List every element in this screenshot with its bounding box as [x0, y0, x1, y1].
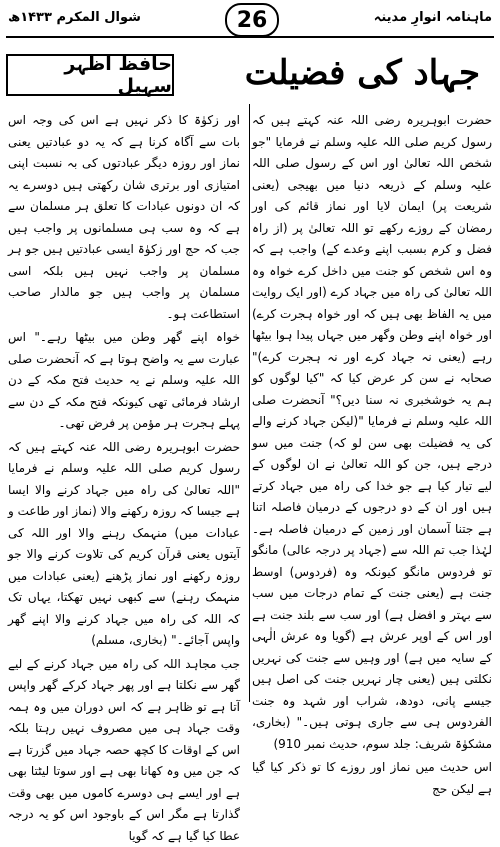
right-column [252, 110, 492, 700]
left-column [8, 110, 240, 700]
paragraph: اس حدیث میں نماز اور روزے کا تو ذکر کیا گیا ہے لیکن حج [252, 757, 492, 800]
paragraph: حضرت ابوہریرہ رضی اللہ عنہ کہتے ہیں کہ رسول کریم صلی اللہ علیہ وسلم نے فرمایا "جو شخص اللہ تعالیٰ اور اس کے رسول صلی اللہ علیہ وسلم کے ذریعہ دنیا میں بھیجی (یعنی شریعت پر) ایمان لایا اور نماز قائم کی اور رمضان کے روزے رکھے تو اللہ تعالیٰ پر (از راہ فضل و کرم بسبب اپنے وعدے کے) واجب ہے کہ وہ اس شخص کو جنت میں داخل کرے خواہ وہ اللہ تعالیٰ کی راہ میں جہاد کرے (اور ایک روایت میں یہ الفاظ بھی ہیں کہ اور خواہ ہجرت کرے) اور خواہ اپنے وطن وگھر میں جہاں پیدا ہوا بیٹھا رہے (یعنی نہ جہاد کرے اور نہ ہجرت کرے)" صحابہ نے سن کر عرض کیا کہ "کیا لوگوں کو ہم یہ خوشخبری نہ سنا دیں؟" آنحضرت صلی اللہ علیہ وسلم نے فرمایا "(لیکن جہاد کرنے والے کی یہ فضیلت بھی سن لو کہ) جنت میں سو درجے ہیں، جن کو اللہ تعالیٰ نے ان لوگوں کے لیے تیار کیا ہے جو خدا کی راہ میں جہاد کرتے ہیں اور ان کے دو درجوں کے درمیان فاصلہ اتنا ہے جتنا آسمان اور زمین کے درمیان فاصلہ ہے۔ لہٰذا جب تم اللہ سے (جہاد پر درجہ عالی) مانگو تو فردوس مانگو کیونکہ وہ (فردوس) اوسط جنت ہے (یعنی جنت کے تمام درجات میں سب سے بہتر و افضل ہے) اور سب سے بلند جنت ہے اور اس کے اوپر عرش ہے (گویا وہ عرش الٰہی کے سایہ میں ہے) اور وہیں سے جنت کی نہریں نکلتی ہیں (یعنی چار نہریں جنت کی اصل ہیں جیسے پانی، دودھ، شراب اور شہد وہ جنت الفردوس ہی سے جاری ہوتی ہیں۔" (بخاری، مشکوٰۃ شریف: جلد سوم، حدیث نمبر 910) [252, 110, 492, 755]
paragraph: خواہ اپنے گھر وطن میں بیٹھا رہے۔" اس عبارت سے یہ واضح ہوتا ہے کہ آنحضرت صلی اللہ علیہ وسلم نے یہ حدیث فتح مکہ کے دن ارشاد فرمائی تھی کیونکہ فتح مکہ کے دن سے پہلے ہجرت ہر مؤمن پر فرض تھی۔ [8, 327, 240, 435]
article-title: جہاد کی فضیلت [210, 48, 480, 98]
paragraph: جب مجاہد اللہ کی راہ میں جہاد کرنے کے لیے گھر سے نکلتا ہے اور پھر جہاد کرکے گھر واپس آتا ہے تو ظاہر ہے کہ اس دوران میں وہ ہمہ وقت جہاد ہی میں مصروف نہیں رہتا بلکہ اس کے اوقات کا کچھ حصہ جہاد میں گزرتا ہے کہ جن میں وہ کھانا بھی ہے اور سوتا لیٹتا بھی ہے اور ایسے ہی دوسرے کاموں میں بھی وقت گذارتا ہے مگر اس کے باوجود اس کو یہ درجہ عطا کیا گیا ہے کہ گویا [8, 654, 240, 847]
page-header [0, 0, 500, 40]
header-rule [6, 36, 494, 38]
author-name: حافظ اظہر سہیل [6, 54, 174, 96]
column-divider [249, 104, 250, 702]
issue-date: شوال المکرم ۱۴۳۳ھ [8, 10, 141, 25]
magazine-name: ماہنامہ انوارِ مدینہ [374, 10, 492, 25]
title-row [0, 48, 500, 98]
page-number: 26 [225, 3, 279, 37]
paragraph: حضرت ابوہریرہ رضی اللہ عنہ کہتے ہیں کہ رسول کریم صلی اللہ علیہ وسلم نے فرمایا "اللہ تعالیٰ کی راہ میں جہاد کرنے والا ایسا ہے جیسا کہ روزہ رکھنے والا (نماز اور طاعت و عبادات میں) منہمک رہنے والا اور اللہ کی آیتوں یعنی قرآن کریم کی تلاوت کرنے والا جو روزہ رکھنے اور نماز پڑھنے (یعنی عبادات میں منہمک رہنے) سے کبھی نہیں تھکتا، یہاں تک کہ اللہ کی راہ میں جہاد کرنے والا اپنے گھر واپس آجائے۔" (بخاری، مسلم) [8, 437, 240, 652]
paragraph: اور زکوٰۃ کا ذکر نہیں ہے اس کی وجہ اس بات سے آگاہ کرنا ہے کہ یہ دو عبادتیں یعنی نماز اور روزہ دیگر عبادتوں کی بہ نسبت اپنی امتیازی اور برتری شان رکھتی ہیں دوسرے یہ کہ ان دونوں عبادات کا تعلق ہر مسلمان سے ہے کہ وہ سب ہی مسلمانوں پر واجب ہیں جب کہ حج اور زکوٰۃ ایسی عبادتیں ہیں جو ہر مسلمان پر واجب نہیں ہیں بلکہ اسی مسلمان پر واجب ہیں جو مالدار صاحب استطاعت ہو۔ [8, 110, 240, 325]
